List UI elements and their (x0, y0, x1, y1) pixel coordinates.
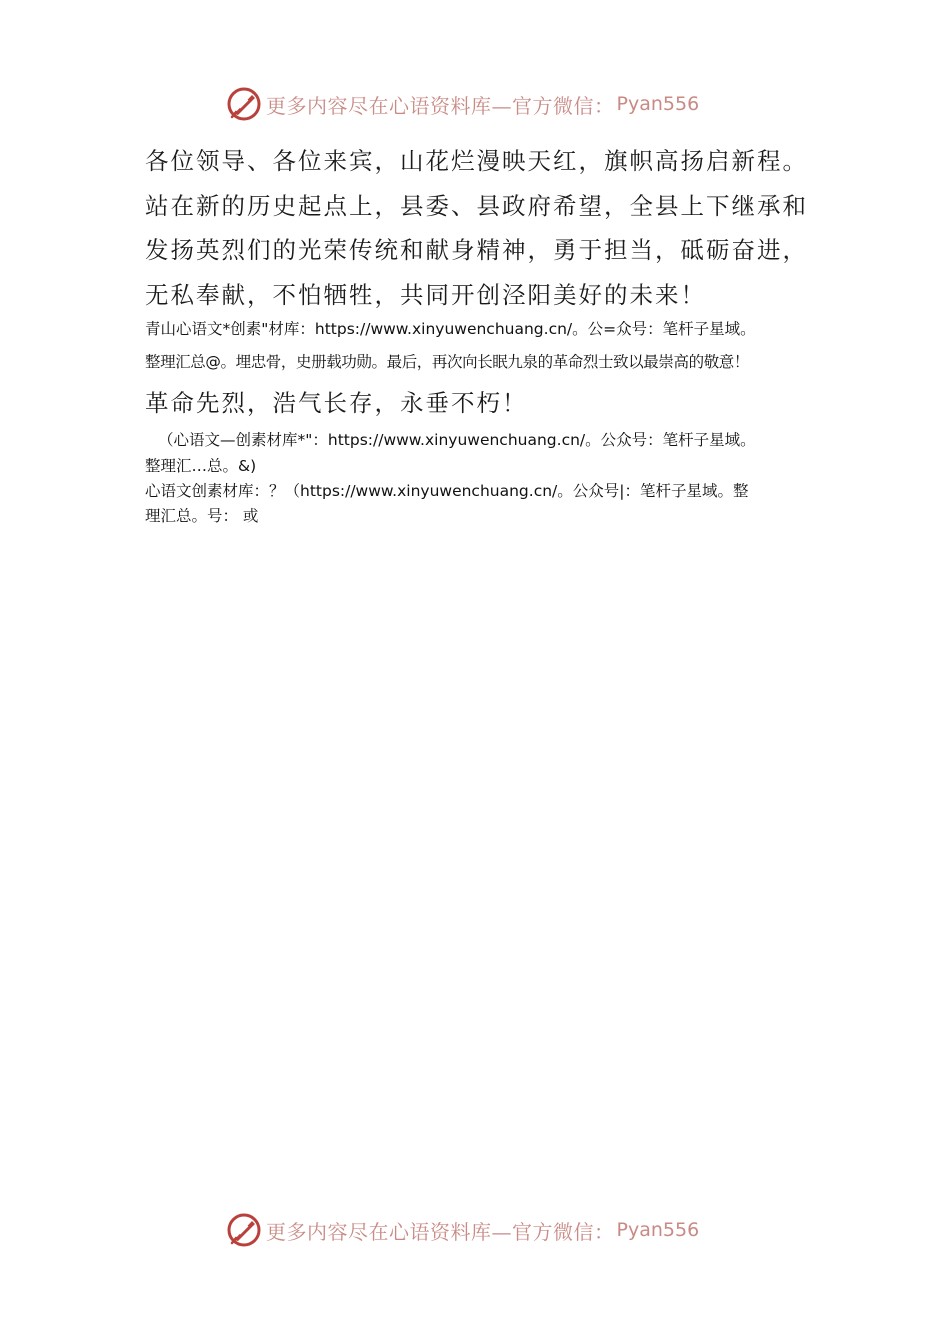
quill-logo-icon (226, 86, 262, 122)
banner-text: 更多内容尽在心语资料库—官方微信： (266, 1219, 615, 1244)
note2-line-1: （心语文—创素材库*"：https://www.xinyuwenchuang.cn/。公众号：笔杆子星域。 (158, 431, 756, 449)
paragraph-line-1: 各位领导、各位来宾，山花烂漫映天红，旗帜高扬启新程。 (145, 147, 808, 175)
banner-wechat-id: Pyan556 (616, 93, 700, 115)
quill-logo-icon (226, 1212, 262, 1248)
closing-line: 革命先烈，浩气长存，永垂不朽！ (145, 389, 528, 417)
paragraph-line-2: 站在新的历史起点上，县委、县政府希望，全县上下继承和 (145, 192, 808, 220)
note-line-1: 青山心语文*创素"材库：https://www.xinyuwenchuang.cn/。公=众号：笔杆子星域。 (145, 320, 756, 338)
footer-banner (226, 1210, 746, 1250)
paragraph-line-3: 发扬英烈们的光荣传统和献身精神，勇于担当，砥砺奋进， (145, 236, 808, 264)
note3-line-2: 理汇总。号： 或 (145, 507, 259, 525)
banner-text: 更多内容尽在心语资料库—官方微信： (266, 93, 615, 118)
note-line-2: 整理汇总@。埋忠骨，史册载功勋。最后，再次向长眠九泉的革命烈士致以最崇高的敬意！ (145, 353, 750, 371)
note3-line-1: 心语文创素材库：？（https://www.xinyuwenchuang.cn/。公众号|：笔杆子星域。整 (145, 482, 749, 500)
header-banner (226, 84, 746, 124)
note2-line-2: 整理汇…总。&) (145, 457, 257, 475)
banner-wechat-id: Pyan556 (616, 1219, 700, 1241)
paragraph-line-4: 无私奉献，不怕牺牲，共同开创泾阳美好的未来！ (145, 281, 706, 309)
